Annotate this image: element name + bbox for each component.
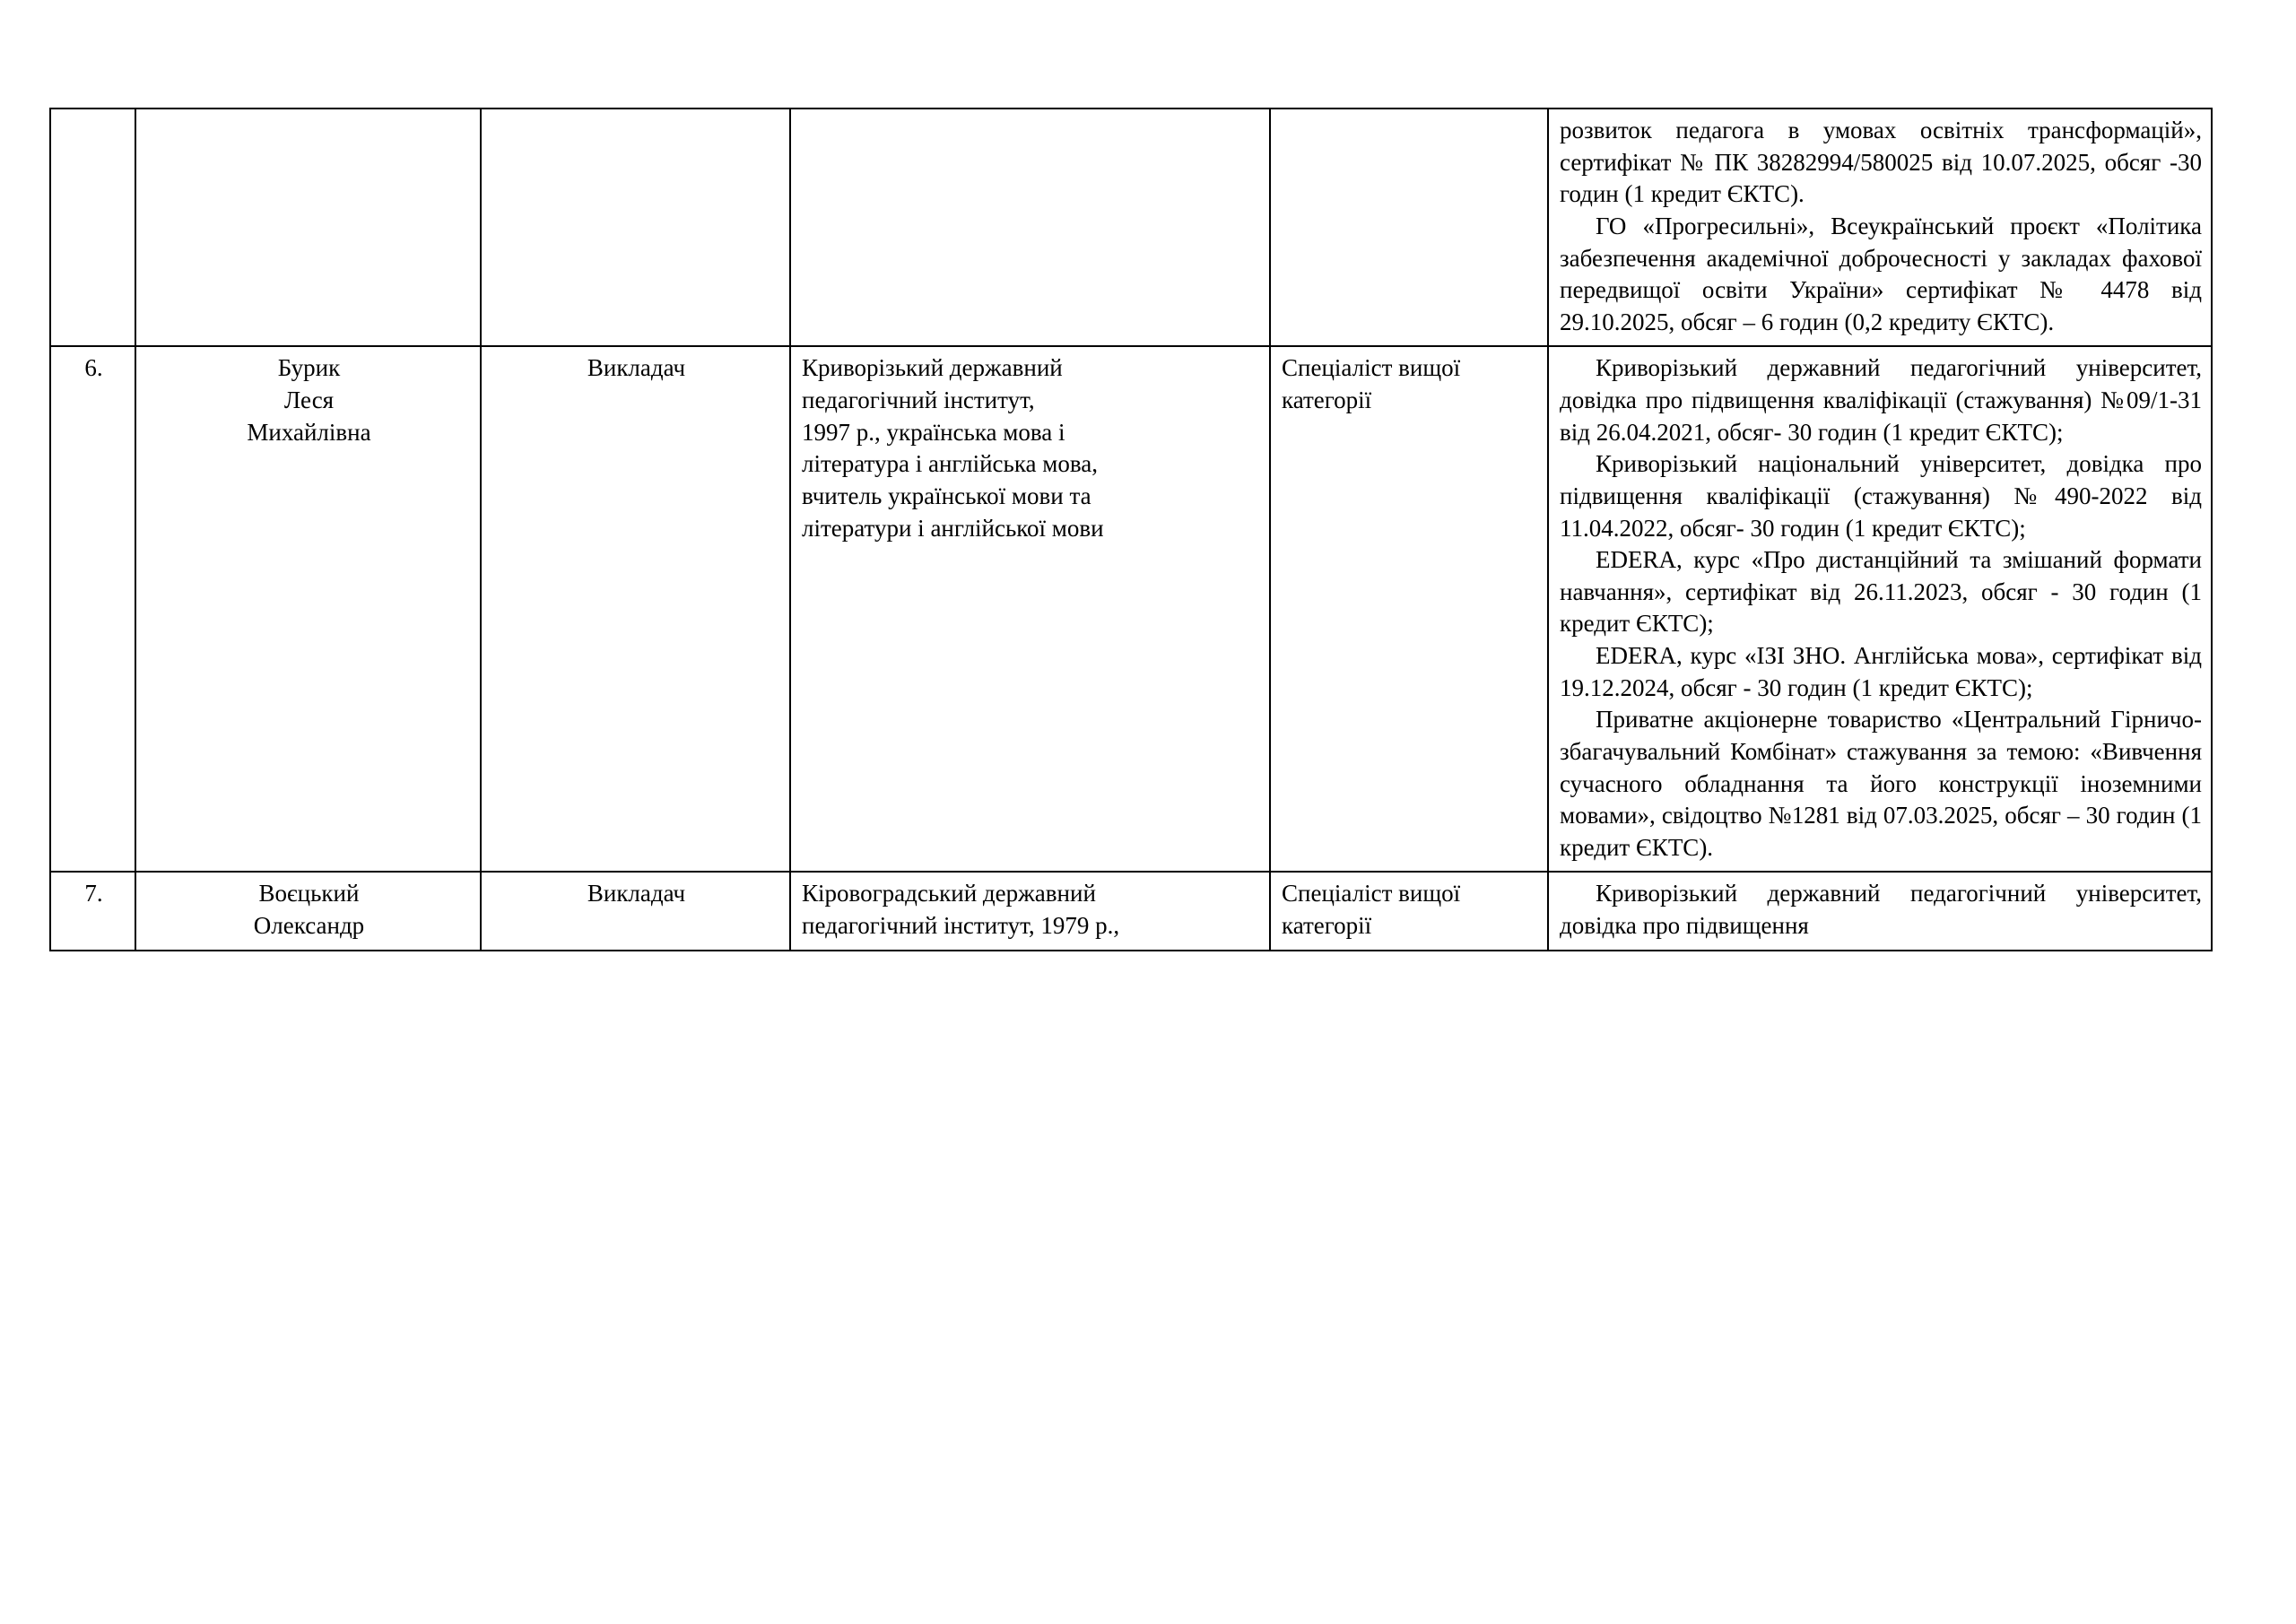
cell-qualification <box>1548 346 2212 872</box>
education-line: вчитель української мови та <box>802 482 1091 509</box>
qualification-paragraph: EDERA, курс «Про дистанційний та змішаний формати навчання», сертифікат від 26.11.2023, обсяг - 30 годин (1 кредит ЄКТС); <box>1560 546 2202 638</box>
table-body <box>50 109 2212 951</box>
name-line: Бурик <box>277 354 341 382</box>
education-line: літератури і англійської мови <box>802 514 1104 542</box>
qualification-paragraph: EDERA, курс «ІЗІ ЗНО. Англійська мова», сертифікат від 19.12.2024, обсяг - 30 годин (1 кредит ЄКТС); <box>1560 642 2202 701</box>
education-line: педагогічний інститут, 1979 р., <box>802 912 1120 939</box>
row-number: 7. <box>84 880 103 908</box>
education-line: Кіровоградський державний <box>802 880 1096 908</box>
cell-position <box>481 109 790 346</box>
qualification-paragraph: Приватне акціонерне товариство «Центральний Гірничо-збагачувальний Комбінат» стажування за темою: «Вивчення сучасного обладнання та його конструкції іноземними мовами», свідоцтво №1281 від 07.03.2025, обсяг – 30 годин (1 кредит ЄКТС). <box>1560 706 2202 861</box>
qualification-paragraph: Криворізький державний педагогічний університет, довідка про підвищення <box>1560 880 2202 939</box>
position-label: Викладач <box>587 880 686 908</box>
cell-position <box>481 872 790 950</box>
position-label: Викладач <box>587 354 686 382</box>
education-line: 1997 р., українська мова і <box>802 418 1065 446</box>
cell-number <box>50 109 135 346</box>
qualification-paragraph: Криворізький державний педагогічний університет, довідка про підвищення кваліфікації (стажування) №09/1-31 від 26.04.2021, обсяг- 30 годин (1 кредит ЄКТС); <box>1560 354 2202 446</box>
qualification-paragraph: ГО «Прогресильні», Всеукраїнський проєкт «Політика забезпечення академічної доброчесності у закладах фахової передвищої освіти України» сертифікат № 4478 від 29.10.2025, обсяг – 6 годин (0,2 кредиту ЄКТС). <box>1560 212 2202 335</box>
name-line: Воєцький <box>258 880 360 908</box>
cell-name <box>135 109 481 346</box>
education-line: Криворізький державний <box>802 354 1063 382</box>
cell-name <box>135 346 481 872</box>
table-row <box>50 872 2212 950</box>
cell-position <box>481 346 790 872</box>
table-row <box>50 109 2212 346</box>
cell-qualification <box>1548 872 2212 950</box>
staff-qualification-table <box>49 108 2213 951</box>
cell-category <box>1270 872 1548 950</box>
cell-education <box>790 346 1270 872</box>
name-line: Леся <box>283 386 335 413</box>
cell-education <box>790 872 1270 950</box>
cell-education <box>790 109 1270 346</box>
category-line: Спеціаліст вищої <box>1282 354 1461 382</box>
cell-number <box>50 872 135 950</box>
name-line: Михайлівна <box>247 418 371 446</box>
qualification-paragraph: Криворізький національний університет, довідка про підвищення кваліфікації (стажування) №490-2022 від 11.04.2022, обсяг- 30 годин (1 кредит ЄКТС); <box>1560 450 2202 542</box>
cell-name <box>135 872 481 950</box>
qualification-paragraph: розвиток педагога в умовах освітніх трансформацій», сертифікат № ПК 38282994/580025 від 10.07.2025, обсяг -30 годин (1 кредит ЄКТС). <box>1560 117 2202 208</box>
category-line: категорії <box>1282 386 1372 413</box>
cell-category <box>1270 346 1548 872</box>
cell-category <box>1270 109 1548 346</box>
category-line: категорії <box>1282 912 1372 939</box>
table-row <box>50 346 2212 872</box>
education-line: література і англійська мова, <box>802 450 1098 478</box>
cell-qualification <box>1548 109 2212 346</box>
cell-number <box>50 346 135 872</box>
category-line: Спеціаліст вищої <box>1282 880 1461 908</box>
education-line: педагогічний інститут, <box>802 386 1035 413</box>
row-number: 6. <box>84 354 103 382</box>
name-line: Олександр <box>253 912 365 939</box>
